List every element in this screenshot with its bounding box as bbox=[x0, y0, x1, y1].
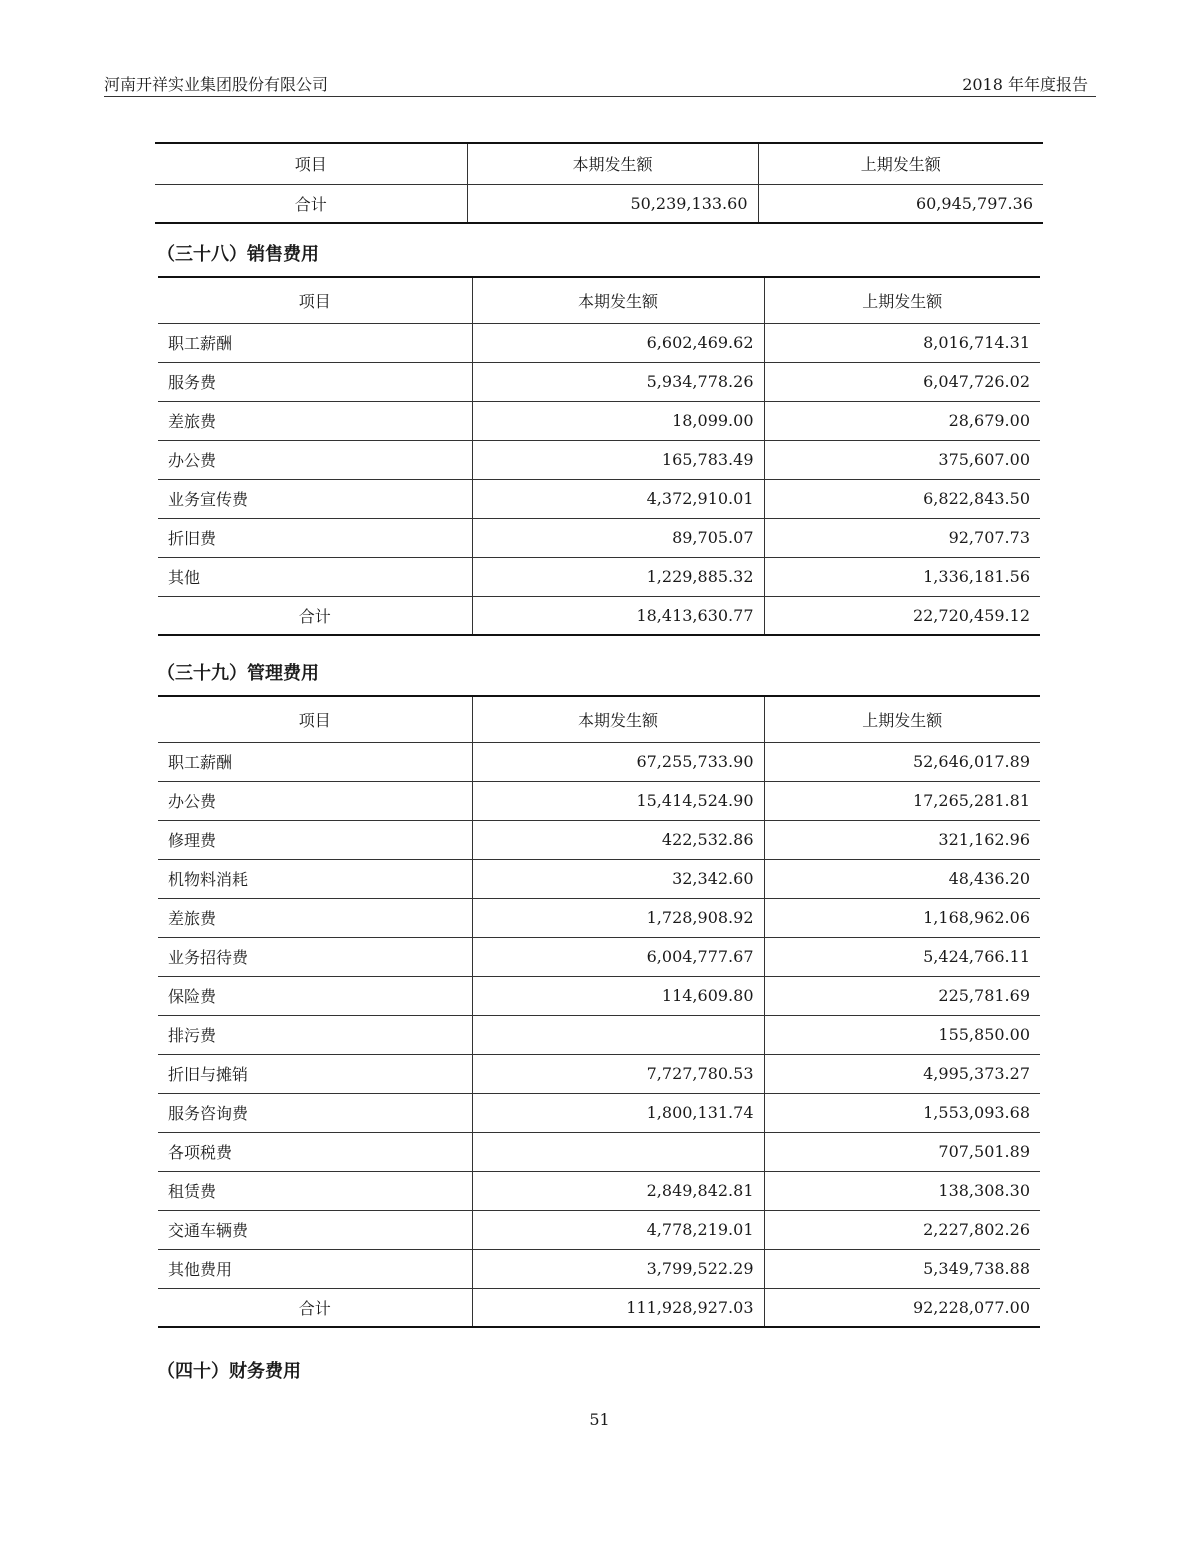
row-previous: 52,646,017.89 bbox=[764, 742, 1040, 781]
column-header-item: 项目 bbox=[158, 277, 472, 323]
row-item: 服务咨询费 bbox=[158, 1093, 472, 1132]
row-current: 1,800,131.74 bbox=[472, 1093, 764, 1132]
total-current: 18,413,630.77 bbox=[472, 596, 764, 635]
row-previous: 6,822,843.50 bbox=[764, 479, 1040, 518]
row-current bbox=[472, 1132, 764, 1171]
table-row bbox=[158, 781, 1040, 820]
table-row bbox=[158, 323, 1040, 362]
table-row bbox=[158, 742, 1040, 781]
row-item: 办公费 bbox=[158, 440, 472, 479]
row-previous: 1,168,962.06 bbox=[764, 898, 1040, 937]
row-item: 差旅费 bbox=[158, 401, 472, 440]
row-previous: 2,227,802.26 bbox=[764, 1210, 1040, 1249]
section-title-admin-expenses: （三十九）管理费用 bbox=[157, 663, 319, 684]
row-item: 排污费 bbox=[158, 1015, 472, 1054]
column-header-item: 项目 bbox=[158, 696, 472, 742]
row-item: 交通车辆费 bbox=[158, 1210, 472, 1249]
row-current: 422,532.86 bbox=[472, 820, 764, 859]
row-current: 6,602,469.62 bbox=[472, 323, 764, 362]
column-header-current: 本期发生额 bbox=[472, 696, 764, 742]
row-item: 服务费 bbox=[158, 362, 472, 401]
row-current: 18,099.00 bbox=[472, 401, 764, 440]
total-row bbox=[158, 596, 1040, 635]
row-item: 折旧与摊销 bbox=[158, 1054, 472, 1093]
row-current: 7,727,780.53 bbox=[472, 1054, 764, 1093]
row-current: 6,004,777.67 bbox=[472, 937, 764, 976]
page-number: 51 bbox=[589, 1410, 610, 1429]
table-header-row bbox=[155, 143, 1043, 184]
table-row bbox=[158, 898, 1040, 937]
row-current: 67,255,733.90 bbox=[472, 742, 764, 781]
row-current: 4,778,219.01 bbox=[472, 1210, 764, 1249]
column-header-previous: 上期发生额 bbox=[764, 696, 1040, 742]
row-current: 4,372,910.01 bbox=[472, 479, 764, 518]
table-row bbox=[158, 440, 1040, 479]
table-row bbox=[158, 401, 1040, 440]
column-header-current: 本期发生额 bbox=[472, 277, 764, 323]
table-row bbox=[158, 820, 1040, 859]
table-row bbox=[158, 1054, 1040, 1093]
row-item: 差旅费 bbox=[158, 898, 472, 937]
table-row bbox=[158, 362, 1040, 401]
row-previous: 1,553,093.68 bbox=[764, 1093, 1040, 1132]
row-current: 1,229,885.32 bbox=[472, 557, 764, 596]
table-row bbox=[158, 518, 1040, 557]
row-current: 114,609.80 bbox=[472, 976, 764, 1015]
total-label: 合计 bbox=[158, 1288, 472, 1327]
row-item: 折旧费 bbox=[158, 518, 472, 557]
row-previous: 225,781.69 bbox=[764, 976, 1040, 1015]
row-previous: 707,501.89 bbox=[764, 1132, 1040, 1171]
table-continued bbox=[155, 142, 1043, 224]
row-previous: 48,436.20 bbox=[764, 859, 1040, 898]
row-current bbox=[472, 1015, 764, 1054]
row-current: 15,414,524.90 bbox=[472, 781, 764, 820]
row-item: 各项税费 bbox=[158, 1132, 472, 1171]
table-row bbox=[158, 937, 1040, 976]
table-row bbox=[158, 479, 1040, 518]
column-header-current: 本期发生额 bbox=[467, 143, 758, 184]
total-current: 50,239,133.60 bbox=[467, 184, 758, 223]
total-row bbox=[155, 184, 1043, 223]
table-header-row bbox=[158, 696, 1040, 742]
row-item: 业务招待费 bbox=[158, 937, 472, 976]
table-row bbox=[158, 557, 1040, 596]
column-header-previous: 上期发生额 bbox=[758, 143, 1043, 184]
table-row bbox=[158, 859, 1040, 898]
row-previous: 155,850.00 bbox=[764, 1015, 1040, 1054]
row-current: 165,783.49 bbox=[472, 440, 764, 479]
total-previous: 22,720,459.12 bbox=[764, 596, 1040, 635]
total-label: 合计 bbox=[155, 184, 467, 223]
total-row bbox=[158, 1288, 1040, 1327]
total-previous: 60,945,797.36 bbox=[758, 184, 1043, 223]
row-current: 1,728,908.92 bbox=[472, 898, 764, 937]
table-row bbox=[158, 1132, 1040, 1171]
row-previous: 8,016,714.31 bbox=[764, 323, 1040, 362]
row-previous: 6,047,726.02 bbox=[764, 362, 1040, 401]
selling-expenses-table bbox=[158, 276, 1040, 636]
total-previous: 92,228,077.00 bbox=[764, 1288, 1040, 1327]
row-previous: 321,162.96 bbox=[764, 820, 1040, 859]
total-current: 111,928,927.03 bbox=[472, 1288, 764, 1327]
row-previous: 5,349,738.88 bbox=[764, 1249, 1040, 1288]
row-item: 保险费 bbox=[158, 976, 472, 1015]
column-header-item: 项目 bbox=[155, 143, 467, 184]
table-row bbox=[158, 1093, 1040, 1132]
table-row bbox=[158, 1015, 1040, 1054]
row-previous: 138,308.30 bbox=[764, 1171, 1040, 1210]
row-previous: 17,265,281.81 bbox=[764, 781, 1040, 820]
row-current: 2,849,842.81 bbox=[472, 1171, 764, 1210]
column-header-previous: 上期发生额 bbox=[764, 277, 1040, 323]
table-row bbox=[158, 1210, 1040, 1249]
row-item: 租赁费 bbox=[158, 1171, 472, 1210]
report-title: 2018 年年度报告 bbox=[962, 75, 1088, 94]
row-previous: 5,424,766.11 bbox=[764, 937, 1040, 976]
row-item: 机物料消耗 bbox=[158, 859, 472, 898]
row-current: 32,342.60 bbox=[472, 859, 764, 898]
section-title-selling-expenses: （三十八）销售费用 bbox=[157, 244, 319, 265]
row-previous: 28,679.00 bbox=[764, 401, 1040, 440]
row-item: 业务宣传费 bbox=[158, 479, 472, 518]
row-item: 其他费用 bbox=[158, 1249, 472, 1288]
table-row bbox=[158, 1171, 1040, 1210]
table-row bbox=[158, 1249, 1040, 1288]
row-previous: 375,607.00 bbox=[764, 440, 1040, 479]
row-item: 职工薪酬 bbox=[158, 742, 472, 781]
table-header-row bbox=[158, 277, 1040, 323]
row-item: 修理费 bbox=[158, 820, 472, 859]
row-current: 89,705.07 bbox=[472, 518, 764, 557]
row-item: 职工薪酬 bbox=[158, 323, 472, 362]
company-name: 河南开祥实业集团股份有限公司 bbox=[104, 75, 329, 94]
row-current: 3,799,522.29 bbox=[472, 1249, 764, 1288]
row-item: 其他 bbox=[158, 557, 472, 596]
total-label: 合计 bbox=[158, 596, 472, 635]
row-previous: 4,995,373.27 bbox=[764, 1054, 1040, 1093]
table-row bbox=[158, 976, 1040, 1015]
section-title-finance-expenses: （四十）财务费用 bbox=[157, 1361, 301, 1382]
admin-expenses-table bbox=[158, 695, 1040, 1328]
row-item: 办公费 bbox=[158, 781, 472, 820]
row-previous: 1,336,181.56 bbox=[764, 557, 1040, 596]
row-previous: 92,707.73 bbox=[764, 518, 1040, 557]
row-current: 5,934,778.26 bbox=[472, 362, 764, 401]
page-header bbox=[104, 72, 1096, 97]
